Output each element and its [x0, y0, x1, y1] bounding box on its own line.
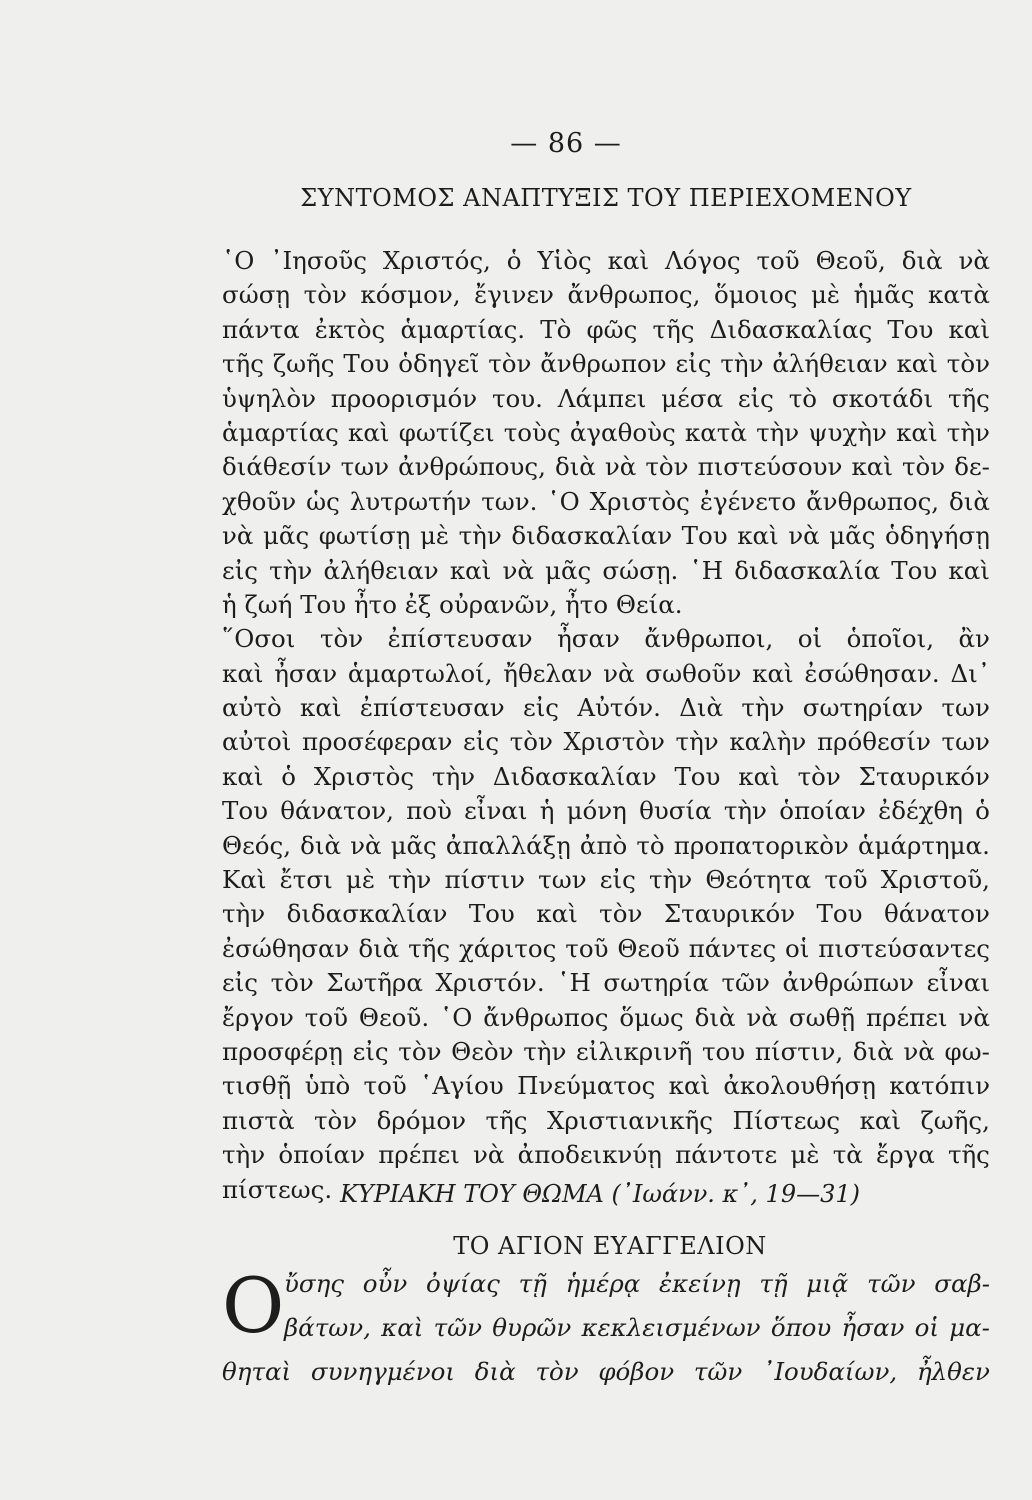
body-line: τισθῇ ὑπὸ τοῦ ῾Αγίου Πνεύματος καὶ ἀκολουθήσῃ κατόπιν — [222, 1071, 990, 1101]
body-line: τὴν διδασκαλίαν Του καὶ τὸν Σταυρικόν Του θάνατον — [222, 899, 990, 929]
body-line: ὑψηλὸν προορισμόν του. Λάμπει μέσα εἰς τὸ σκοτάδι τῆς — [222, 383, 990, 413]
sunday-heading: ΚΥΡΙΑΚΗ ΤΟΥ ΘΩΜΑ (᾿Ιωάνν. κ᾽, 19—31) — [340, 1180, 860, 1208]
body-line: χθοῦν ὡς λυτρωτήν των. ῾Ο Χριστὸς ἐγένετο ἄνθρωπος, διὰ — [222, 486, 990, 516]
body-line: πάντα ἐκτὸς ἁμαρτίας. Τὸ φῶς τῆς Διδασκαλίας Του καὶ — [222, 314, 990, 344]
body-line: εἰς τὸν Σωτῆρα Χριστόν. ῾Η σωτηρία τῶν ἀνθρώπων εἶναι — [222, 968, 990, 998]
body-line: τῆς ζωῆς Του ὁδηγεῖ τὸν ἄνθρωπον εἰς τὴν ἀλήθειαν καὶ τὸν — [222, 349, 990, 379]
gospel-line: βάτων, καὶ τῶν θυρῶν κεκλεισμένων ὅπου ἦσαν οἱ μα- — [284, 1313, 990, 1342]
body-line: καὶ ὁ Χριστὸς τὴν Διδασκαλίαν Του καὶ τὸν Σταυρικόν — [222, 761, 990, 791]
body-line: ἔργον τοῦ Θεοῦ. ῾Ο ἄνθρωπος ὅμως διὰ νὰ σωθῇ πρέπει νὰ — [222, 1002, 990, 1032]
body-line: ἁμαρτίας καὶ φωτίζει τοὺς ἀγαθοὺς κατὰ τὴν ψυχὴν καὶ τὴν — [222, 417, 990, 447]
body-line: σώσῃ τὸν κόσμον, ἔγινεν ἄνθρωπος, ὅμοιος μὲ ἡμᾶς κατὰ — [222, 280, 990, 310]
summary-body-text — [222, 244, 990, 1207]
section-title: ΣΥΝΤΟΜΟΣ ΑΝΑΠΤΥΞΙΣ ΤΟΥ ΠΕΡΙΕΧΟΜΕΝΟΥ — [300, 184, 912, 212]
body-line: διάθεσίν των ἀνθρώπους, διὰ νὰ τὸν πιστεύσουν καὶ τὸν δε- — [222, 452, 990, 482]
drop-cap: Ο — [222, 1261, 285, 1350]
body-line: νὰ μᾶς φωτίσῃ μὲ τὴν διδασκαλίαν Του καὶ νὰ μᾶς ὁδηγήσῃ — [222, 521, 990, 551]
body-line: ῞Οσοι τὸν ἐπίστευσαν ἦσαν ἄνθρωποι, οἱ ὁποῖοι, ἂν — [222, 624, 990, 654]
body-line: ἐσώθησαν διὰ τῆς χάριτος τοῦ Θεοῦ πάντες οἱ πιστεύσαντες — [222, 933, 990, 963]
body-line: πίστεως. — [222, 1174, 333, 1204]
body-line: ῾Ο ᾿Ιησοῦς Χριστός, ὁ Υἱὸς καὶ Λόγος τοῦ Θεοῦ, διὰ νὰ — [222, 246, 990, 275]
page-number: — 86 — — [510, 128, 622, 159]
body-line: αὐτὸ καὶ ἐπίστευσαν εἰς Αὐτόν. Διὰ τὴν σωτηρίαν των — [222, 693, 990, 723]
body-line: Θεός, διὰ νὰ μᾶς ἀπαλλάξῃ ἀπὸ τὸ προπατορικὸν ἁμάρτημα. — [222, 830, 990, 860]
body-line: προσφέρῃ εἰς τὸν Θεὸν τὴν εἰλικρινῆ του πίστιν, διὰ νὰ φω- — [222, 1036, 990, 1066]
gospel-text — [222, 1262, 990, 1394]
gospel-line: θηταὶ συνηγμένοι διὰ τὸν φόβον τῶν ᾿Ιουδαίων, ἦλθεν — [222, 1357, 990, 1386]
body-line: εἰς τὴν ἀλήθειαν καὶ νὰ μᾶς σώσῃ. ῾Η διδασκαλία Του καὶ — [222, 555, 990, 585]
gospel-line: ὔσης οὖν ὀψίας τῇ ἡμέρᾳ ἐκείνῃ τῇ μιᾷ τῶν σαβ- — [284, 1269, 990, 1298]
body-line: αὐτοὶ προσέφεραν εἰς τὸν Χριστὸν τὴν καλὴν πρόθεσίν των — [222, 727, 990, 757]
body-line: καὶ ἦσαν ἁμαρτωλοί, ἤθελαν νὰ σωθοῦν καὶ ἐσώθησαν. Δι᾽ — [222, 658, 990, 688]
body-line: τὴν ὁποίαν πρέπει νὰ ἀποδεικνύῃ πάντοτε μὲ τὰ ἔργα τῆς — [222, 1140, 990, 1170]
body-line: πιστὰ τὸν δρόμον τῆς Χριστιανικῆς Πίστεως καὶ ζωῆς, — [222, 1105, 990, 1135]
body-line: Του θάνατον, ποὺ εἶναι ἡ μόνη θυσία τὴν ὁποίαν ἐδέχθη ὁ — [222, 796, 990, 826]
body-line: ἡ ζωή Του ἦτο ἐξ οὐρανῶν, ἦτο Θεία. — [222, 589, 683, 619]
body-line: Καὶ ἔτσι μὲ τὴν πίστιν των εἰς τὴν Θεότητα τοῦ Χριστοῦ, — [222, 865, 990, 895]
gospel-heading: ΤΟ ΑΓΙΟΝ ΕΥΑΓΓΕΛΙΟΝ — [453, 1232, 767, 1260]
